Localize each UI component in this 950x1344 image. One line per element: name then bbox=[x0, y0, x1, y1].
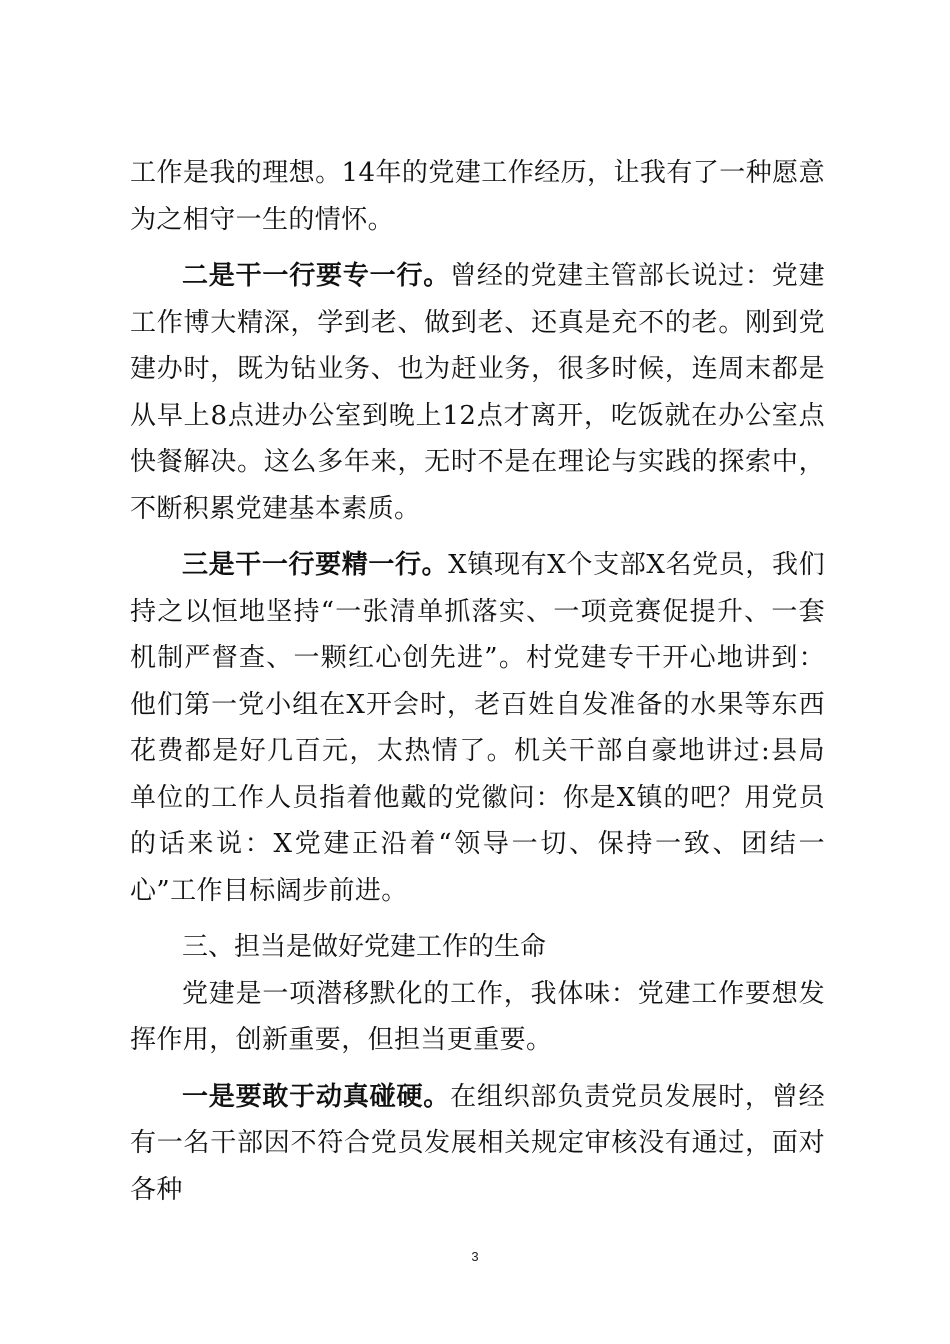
paragraph-text: 工作是我的理想。14年的党建工作经历，让我有了一种愿意为之相守一生的情怀。 bbox=[130, 158, 825, 235]
paragraph-text: X镇现有X个支部X名党员，我们持之以恒地坚持“一张清单抓落实、一项竞赛促提升、一套机制严督查、一颗红心创先进”。村党建专干开心地讲到：他们第一党小组在X开会时，老百姓自发准备的水果等东西花费都是好几百元，太热情了。机关干部自豪地讲过:县局单位的工作人员指着他戴的党徽问：你是X镇的吧？用党员的话来说：X党建正沿着“领导一切、保持一致、团结一心”工作目标阔步前进。 bbox=[130, 550, 825, 906]
paragraph-point-two bbox=[130, 253, 825, 532]
paragraph-lead: 三是干一行要精一行。 bbox=[182, 550, 449, 580]
paragraph-point-three bbox=[130, 542, 825, 914]
page-number: 3 bbox=[471, 1249, 479, 1264]
document-page bbox=[130, 150, 825, 1213]
paragraph-text: 党建是一项潜移默化的工作，我体味：党建工作要想发挥作用，创新重要，但担当更重要。 bbox=[130, 978, 825, 1055]
paragraph-lead: 一是要敢于动真碰硬。 bbox=[182, 1081, 451, 1112]
paragraph-text: 在组织部负责党员发展时，曾经有一名干部因不符合党员发展相关规定审核没有通过，面对各种 bbox=[130, 1081, 825, 1205]
paragraph-text: 曾经的党建主管部长说过：党建工作博大精深，学到老、做到老、还真是充不的老。刚到党建办时，既为钻业务、也为赶业务，很多时候，连周末都是从早上8点进办公室到晚上12点才离开，吃饭就在办公室点快餐解决。这么多年来，无时不是在理论与实践的探索中，不断积累党建基本素质。 bbox=[130, 261, 825, 524]
paragraph-section-intro bbox=[130, 971, 825, 1064]
paragraph-point-one bbox=[130, 1074, 825, 1214]
paragraph-continuation bbox=[130, 150, 825, 243]
paragraph-lead: 二是干一行要专一行。 bbox=[182, 261, 451, 291]
section-heading: 三、担当是做好党建工作的生命 bbox=[182, 932, 547, 962]
